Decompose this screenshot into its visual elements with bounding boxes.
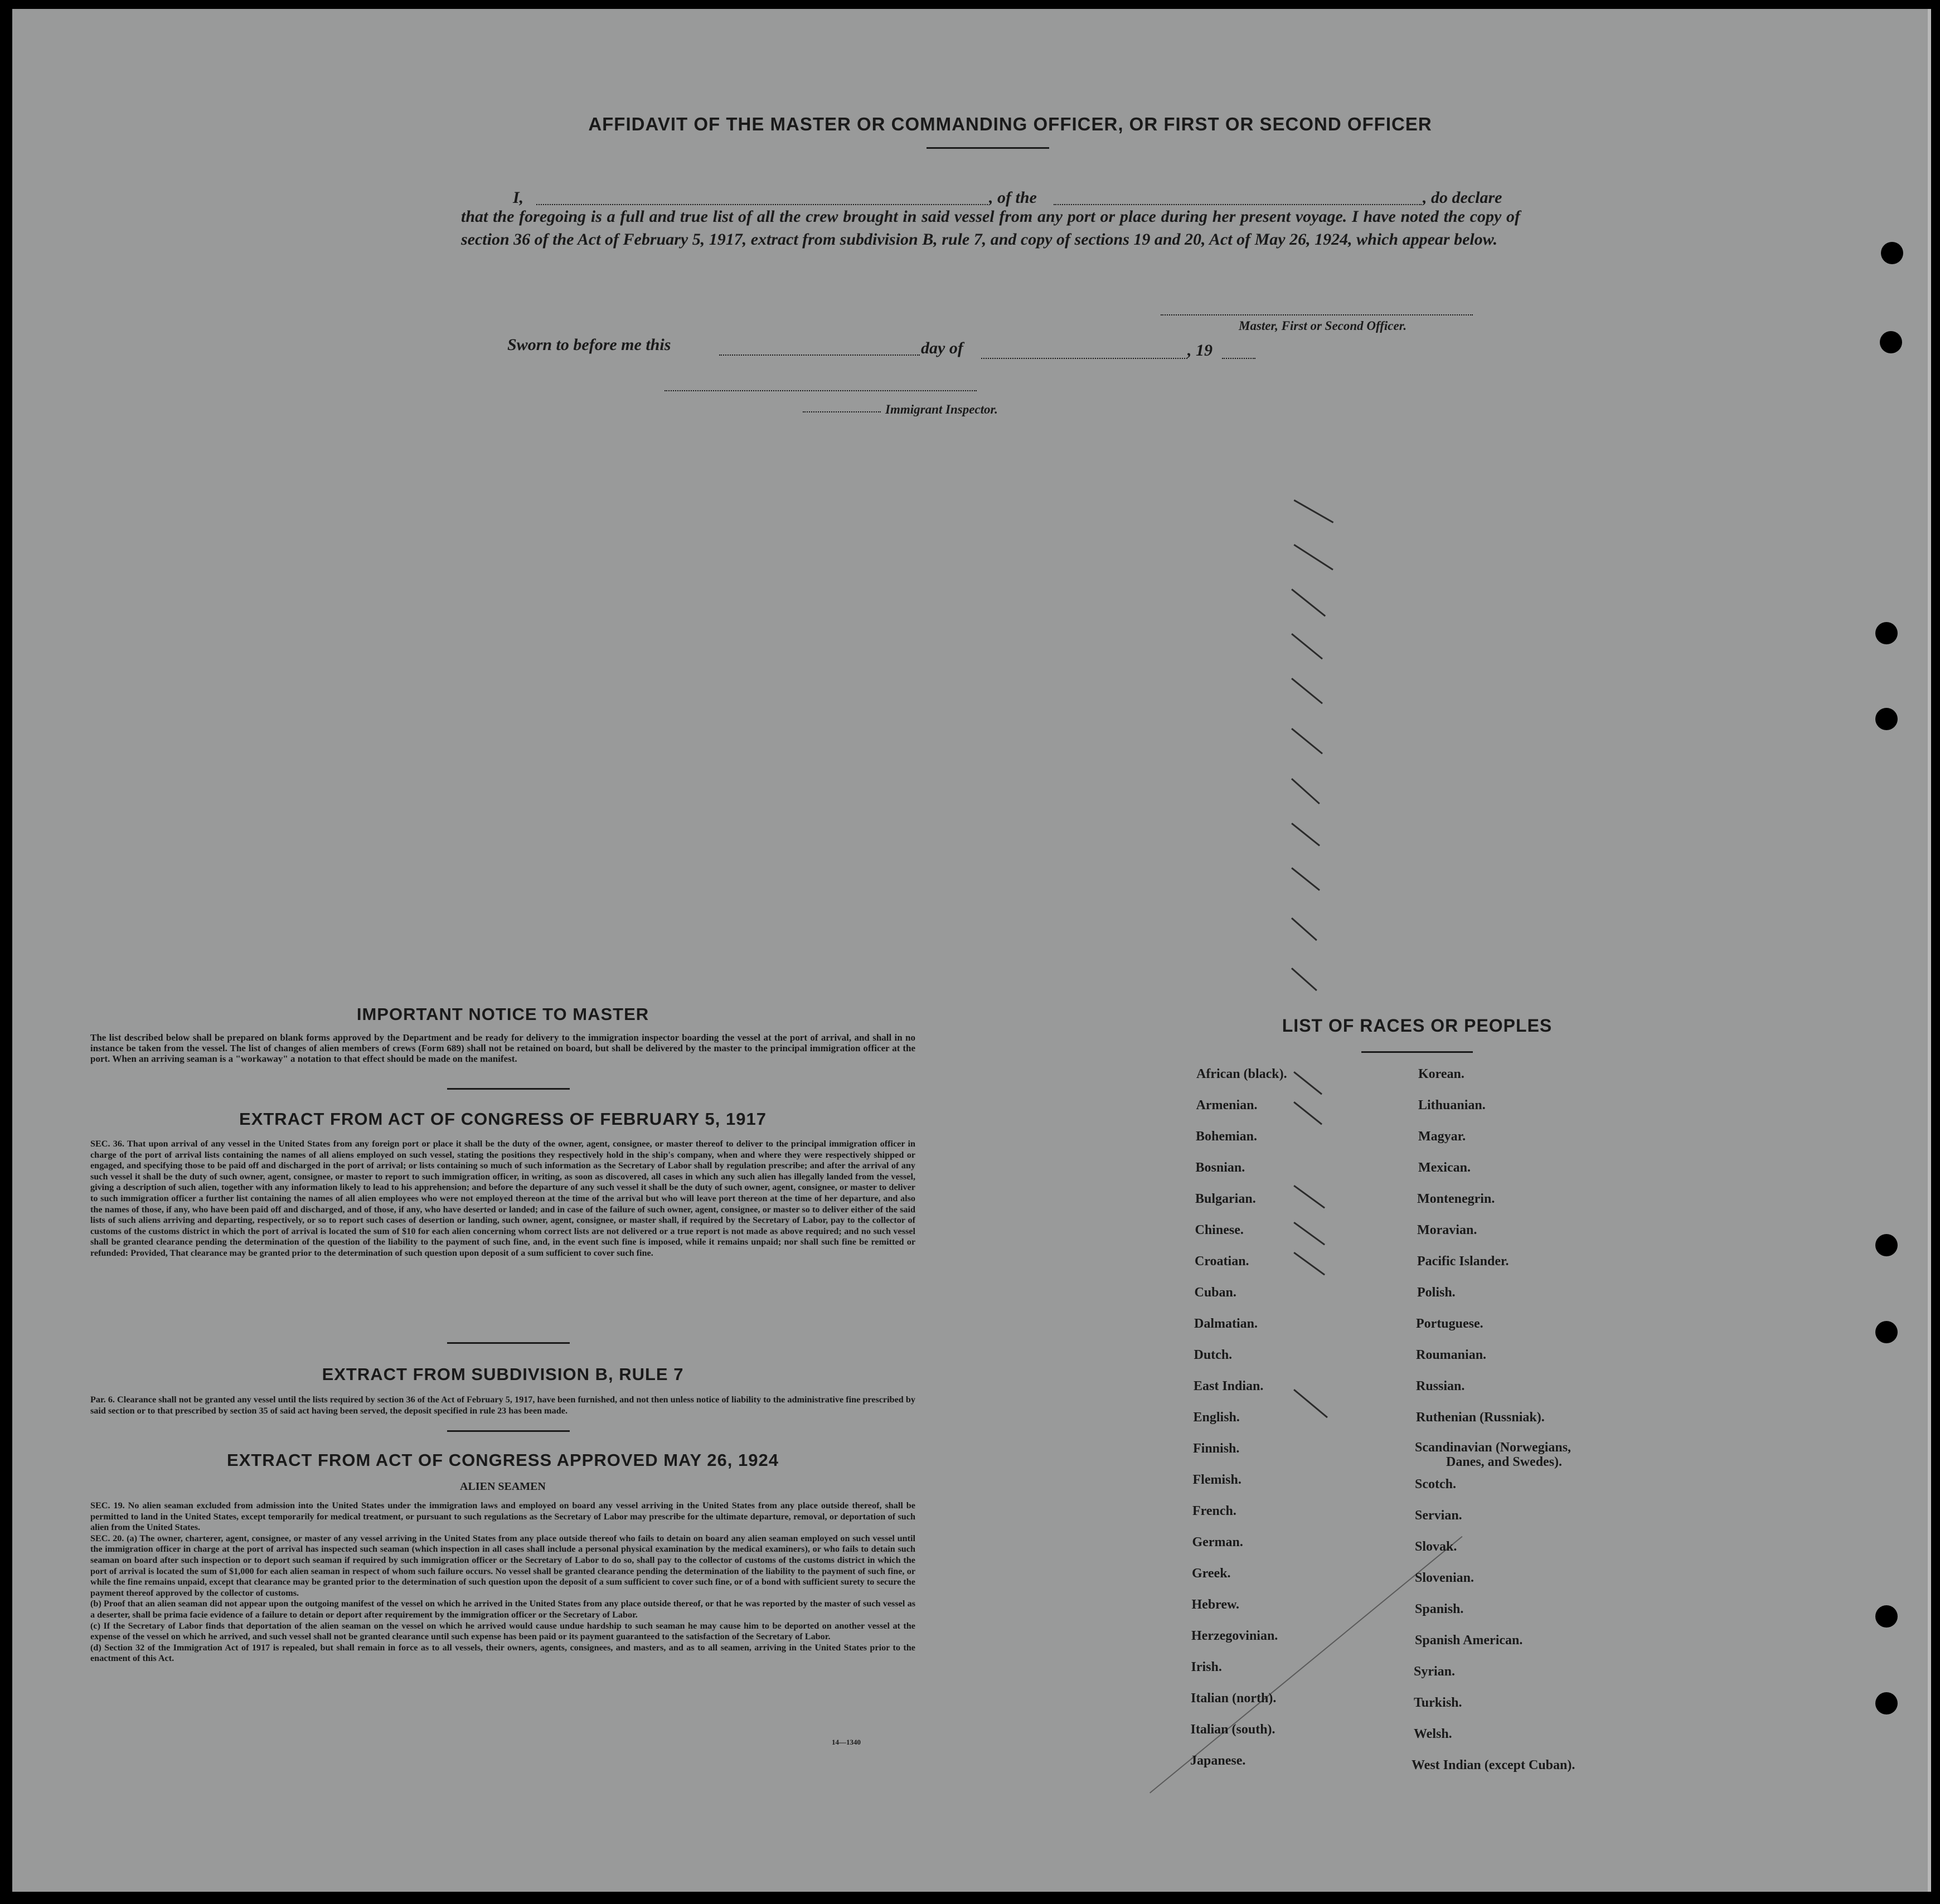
punch-hole	[1881, 242, 1903, 264]
alien-seamen-subtitle: ALIEN SEAMEN	[460, 1480, 546, 1493]
signature-field[interactable]	[1161, 314, 1473, 315]
race-item: Flemish.	[1192, 1473, 1241, 1487]
race-item: Spanish.	[1415, 1602, 1464, 1616]
punch-hole	[1875, 1321, 1898, 1343]
race-item: Moravian.	[1417, 1223, 1477, 1237]
race-item: Slovak.	[1415, 1539, 1457, 1554]
section-36-text: SEC. 36. That upon arrival of any vessel in the United States from any foreign port or place it shall be the duty of the owner, agent, consignee, or master thereof to deliver to the principal immigration officer in charge of the port of arrival lists containing the names of all aliens employed on such vessel, stating the positions they respectively hold in the ship's company, when and where they were respectively shipped or engaged, and specifying those to be paid off and discharged in the port of arrival; or lists containing so much of such information as the Secretary of Labor shall by regulation prescribe; and after the arrival of any such vessel it shall be the duty of such owner, agent, consignee, or master to report to such immigration officer, in writing, as soon as discovered, all cases in which any such alien has illegally landed from the vessel, giving a description of such alien, together with any information likely to lead to his apprehension; and before the departure of any such vessel it shall be the duty of such owner, agent, consignee, or master to deliver to such immigration officer a further list containing the names of all alien employees who were not employed thereon at the time of the arrival but who will leave port thereon at the time of her departure, and also the names of those, if any, who have been paid off and discharged, and of those, if any, who have deserted or landed; and in case of the failure of such owner, agent, consignee, or master so to deliver either of the said lists of such aliens arriving and departing, respectively, or so to report such cases of desertion or landing, such owner, agent, consignee, or master shall, if required by the Secretary of Labor, pay to the collector of customs of the customs district in which the port of arrival is located the sum of $10 for each alien concerning whom correct lists are not delivered or a true report is not made as above required; and no such vessel shall be granted clearance pending the determination of the question of the liability to the payment of such fine, and, in the event such fine is imposed, while it remains unpaid; nor shall such fine be remitted or refunded: Provided, That clearance may be granted prior to the determination of such question upon deposit of a sum sufficient to cover such fine.	[90, 1139, 915, 1258]
race-item: German.	[1192, 1535, 1243, 1550]
punch-hole	[1875, 708, 1898, 730]
race-item: English.	[1193, 1410, 1240, 1425]
race-item: East Indian.	[1194, 1379, 1264, 1393]
pen-check-mark	[1293, 544, 1333, 571]
pen-check-mark	[1291, 917, 1317, 941]
race-item: Turkish.	[1414, 1696, 1462, 1710]
race-item: Russian.	[1416, 1379, 1465, 1393]
pen-check-mark	[1291, 823, 1320, 846]
pen-check-mark	[1291, 728, 1323, 754]
section-20d-text: (d) Section 32 of the Immigration Act of 1917 is repealed, but shall remain in force as to all vessels, their owners, agents, consignees, and masters, and as to all seamen, arriving in the United States prior to the enactment of this Act.	[90, 1642, 915, 1664]
race-item: Pacific Islander.	[1417, 1254, 1509, 1269]
race-item: Scotch.	[1415, 1477, 1456, 1492]
section-20b-text: (b) Proof that an alien seaman did not appear upon the outgoing manifest of the vessel on which he arrived in the United States from any place outside thereof, or that he was reported by the master of such vessel as a deserter, shall be prima facie evidence of a failure to detain or deport after requirement by the immigration officer or the Secretary of Labor.	[90, 1599, 915, 1620]
signature-caption: Master, First or Second Officer.	[1239, 319, 1407, 333]
section-20c-text: (c) If the Secretary of Labor finds that deportation of the alien seaman on the vessel on which he arrived would cause undue hardship to such seaman he may cause him to be deported on another vessel at the expense of the vessel on which he arrived, and such vessel shall not be granted clearance until such expense has been paid or its payment guaranteed to the satisfaction of the Secretary of Labor.	[90, 1620, 915, 1642]
punch-hole	[1875, 1692, 1898, 1714]
race-item: Bulgarian.	[1195, 1192, 1256, 1206]
race-item: Ruthenian (Russniak).	[1416, 1410, 1545, 1425]
race-item: African (black).	[1196, 1067, 1287, 1081]
pen-check-mark	[1294, 499, 1333, 523]
pen-check-mark	[1291, 867, 1320, 891]
punch-hole	[1875, 622, 1898, 644]
pen-check-mark	[1291, 678, 1323, 704]
notice-text: The list described below shall be prepared on blank forms approved by the Department and be ready for delivery to the immigration inspector boarding the vessel at the port of arrival, and shall in no instance be taken from the vessel. The list of changes of alien members of crews (Form 689) shall not be retained on board, but shall be delivered by the master to the principal immigration officer at the port. When an arriving seaman is a "workaway" a notation to that effect should be made on the manifest.	[90, 1032, 915, 1064]
race-item: French.	[1192, 1504, 1236, 1518]
race-item: Lithuanian.	[1418, 1098, 1486, 1113]
race-item: Mexican.	[1418, 1160, 1471, 1175]
pen-check-mark	[1293, 1222, 1325, 1245]
race-item: Syrian.	[1414, 1664, 1456, 1679]
year-label: , 19	[1187, 341, 1212, 360]
notice-title: IMPORTANT NOTICE TO MASTER	[356, 1004, 649, 1024]
race-item: Dutch.	[1194, 1348, 1233, 1362]
inspector-dots	[803, 411, 881, 412]
race-item: Chinese.	[1195, 1223, 1244, 1237]
inspector-caption: Immigrant Inspector.	[885, 402, 998, 416]
race-item: Montenegrin.	[1417, 1192, 1495, 1206]
section-19-text: SEC. 19. No alien seaman excluded from admission into the United States under the immigration laws and employed on board any vessel arriving in the United States from any place outside thereof, shall be permitted to land in the United States, except temporarily for medical treatment, or pursuant to such regulations as the Secretary of Labor may prescribe for the ultimate departure, removal, or deportation of such alien from the United States.	[90, 1500, 915, 1533]
races-title: LIST OF RACES OR PEOPLES	[1282, 1016, 1553, 1036]
race-item: Cuban.	[1194, 1285, 1236, 1300]
race-item: Irish.	[1191, 1660, 1222, 1674]
extract-1917-title: EXTRACT FROM ACT OF CONGRESS OF FEBRUARY 5, 1917	[239, 1109, 767, 1129]
affidavit-i-label: I,	[513, 188, 524, 207]
race-item: Dalmatian.	[1194, 1317, 1258, 1331]
pen-check-mark	[1291, 778, 1320, 804]
affidavit-paragraph: that the foregoing is a full and true list of all the crew brought in said vessel from any port or place during her present voyage. I have noted the copy of section 36 of the Act of February 5, 1917, extract from subdivision B, rule 7, and copy of sections 19 and 20, Act of May 26, 1924, which appear below.	[461, 207, 1520, 249]
pen-check-mark	[1291, 968, 1317, 991]
race-item: Slovenian.	[1415, 1571, 1475, 1585]
affidavit-declare-label: , do declare	[1423, 188, 1502, 207]
race-item: Hebrew.	[1191, 1597, 1240, 1612]
race-item: Croatian.	[1195, 1254, 1249, 1269]
punch-hole	[1880, 331, 1902, 353]
race-item: Armenian.	[1196, 1098, 1258, 1113]
race-item: Korean.	[1418, 1067, 1464, 1081]
race-item: Japanese.	[1190, 1754, 1246, 1768]
extract-1924-title: EXTRACT FROM ACT OF CONGRESS APPROVED MAY 26, 1924	[227, 1450, 779, 1470]
divider	[447, 1088, 570, 1090]
month-field[interactable]	[981, 358, 1187, 359]
punch-hole	[1875, 1605, 1898, 1628]
race-item: Italian (north).	[1191, 1691, 1277, 1706]
pen-check-mark	[1291, 633, 1323, 659]
sworn-label: Sworn to before me this	[507, 336, 671, 354]
race-item: Herzegovinian.	[1191, 1629, 1278, 1643]
sworn-day-field[interactable]	[719, 354, 920, 356]
section-20a-text: SEC. 20. (a) The owner, charterer, agent, consignee, or master of any vessel arriving in the United States from any place outside thereof who fails to detain on board any alien seaman employed on such vessel until the immigration officer in charge at the port of arrival has inspected such seaman (which inspection in all cases shall include a personal physical examination by the medical examiners), or who fails to detain such seaman on board after such inspection or to deport such seaman if required by such immigration officer or the Secretary of Labor to do so, shall pay to the collector of customs of the customs district in which the port of arrival is located the sum of $1,000 for each alien seaman in respect of whom such failure occurs. No vessel shall be granted clearance pending the determination of the liability to the payment of such fine, or while the fine remains unpaid, except that clearance may be granted prior to the determination of such question upon the deposit of a sum sufficient to cover such fine, or of a bond with sufficient surety to secure the payment thereof approved by the collector of customs.	[90, 1533, 915, 1598]
divider	[447, 1342, 570, 1344]
race-item: Polish.	[1417, 1285, 1456, 1300]
race-item: Finnish.	[1193, 1441, 1240, 1456]
race-item: Bohemian.	[1196, 1129, 1258, 1144]
race-item: Roumanian.	[1416, 1348, 1487, 1362]
race-item: Spanish American.	[1415, 1633, 1523, 1648]
rule-7-title: EXTRACT FROM SUBDIVISION B, RULE 7	[322, 1364, 684, 1384]
pen-check-mark	[1293, 1185, 1325, 1208]
race-item: Welsh.	[1414, 1727, 1452, 1741]
day-of-label: day of	[921, 339, 963, 357]
pen-check-mark	[1293, 1252, 1325, 1275]
divider	[447, 1430, 570, 1432]
paragraph-6-text: Par. 6. Clearance shall not be granted any vessel until the lists required by section 36 of the Act of February 5, 1917, have been furnished, and not then unless notice of liability to the administrative fine prescribed by said section or to that prescribed by section 35 of said act having been served, the deposit specified in rule 23 has been made.	[90, 1395, 915, 1416]
race-item: Servian.	[1415, 1508, 1462, 1523]
race-item: Portuguese.	[1416, 1317, 1483, 1331]
inspector-signature-field[interactable]	[665, 390, 977, 391]
race-item: Bosnian.	[1195, 1160, 1245, 1175]
punch-hole	[1875, 1234, 1898, 1256]
affidavit-of-the-label: , of the	[989, 188, 1037, 207]
divider	[1361, 1051, 1473, 1053]
year-field[interactable]	[1222, 358, 1255, 359]
pen-check-mark	[1293, 1389, 1328, 1418]
pen-check-mark	[1291, 589, 1326, 616]
race-item: Greek.	[1192, 1566, 1231, 1581]
divider	[927, 147, 1049, 149]
sections-19-20-text	[90, 1500, 915, 1664]
race-item: Italian (south).	[1190, 1722, 1275, 1737]
pen-check-mark	[1293, 1071, 1322, 1095]
race-item: Magyar.	[1418, 1129, 1466, 1144]
affidavit-title: AFFIDAVIT OF THE MASTER OR COMMANDING OFFICER, OR FIRST OR SECOND OFFICER	[588, 114, 1432, 134]
form-number: 14—1340	[832, 1738, 861, 1746]
race-item: Danes, and Swedes).	[1446, 1455, 1563, 1469]
pen-check-mark	[1293, 1101, 1322, 1125]
race-item: West Indian (except Cuban).	[1412, 1758, 1575, 1772]
document-page	[12, 9, 1931, 1892]
race-item: Scandinavian (Norwegians,	[1415, 1440, 1572, 1455]
